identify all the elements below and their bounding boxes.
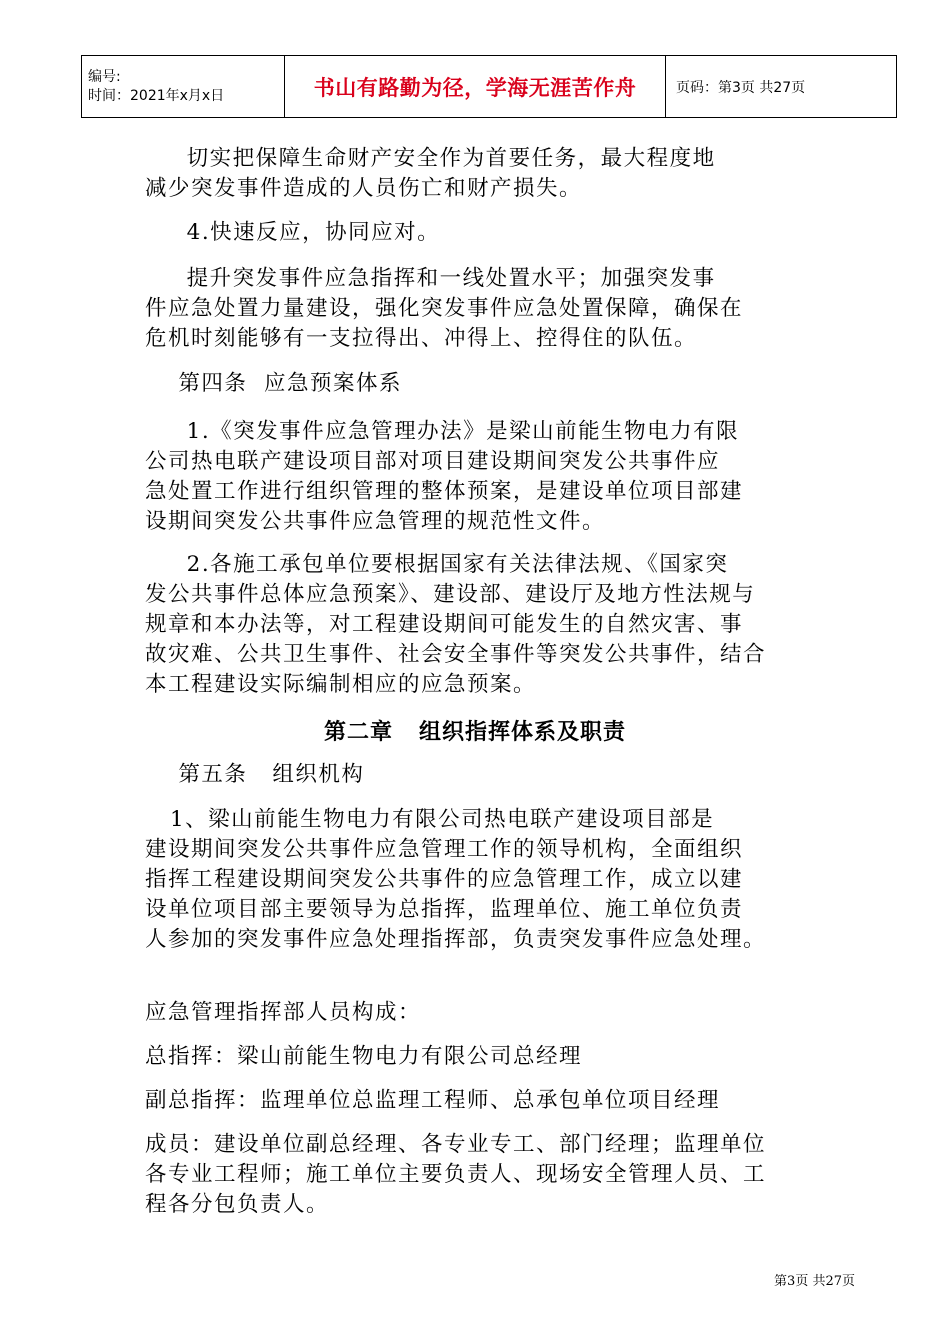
- time-label: 时间：2021年x月x日: [88, 87, 225, 104]
- paragraph-8: 1、梁山前能生物电力有限公司热电联产建设项目部是 建设期间突发公共事件应急管理工作的领导机构，全面组织 指挥工程建设期间突发公共事件的应急管理工作，成立以建 设单位项目部主要领导为总指挥，监理单位、施工单位负责 人参加的突发事件应急处理指挥部，负责突发事件应急处理。: [145, 807, 767, 952]
- article-5-heading: 第五条 组织机构: [145, 762, 365, 787]
- paragraph-1: 切实把保障生命财产安全作为首要任务，最大程度地 减少突发事件造成的人员伤亡和财产损失。: [145, 146, 716, 201]
- header-page-code: 页码：第3页 共27页: [666, 56, 897, 118]
- number-label: 编号:: [88, 68, 121, 85]
- document-header: [81, 55, 897, 118]
- paragraph-9: 应急管理指挥部人员构成：: [145, 1000, 422, 1025]
- header-meta: [82, 56, 285, 118]
- paragraph-12: 成员：建设单位副总经理、各专业专工、部门经理；监理单位 各专业工程师；施工单位主要负责人、现场安全管理人员、工 程各分包负责人。: [145, 1132, 767, 1217]
- paragraph-3: 提升突发事件应急指挥和一线处置水平；加强突发事 件应急处置力量建设，强化突发事件应急处置保障，确保在 危机时刻能够有一支拉得出、冲得上、控得住的队伍。: [145, 266, 744, 351]
- paragraph-10: 总指挥：梁山前能生物电力有限公司总经理: [145, 1044, 583, 1069]
- paragraph-6: 2.各施工承包单位要根据国家有关法律法规、《国家突 发公共事件总体应急预案》、建设部、建设厅及地方性法规与 规章和本办法等，对工程建设期间可能发生的自然灾害、事 故灾难、公共卫生事件、社会安全事件等突发公共事件，结合 本工程建设实际编制相应的应急预案。: [145, 552, 767, 697]
- paragraph-11: 副总指挥：监理单位总监理工程师、总承包单位项目经理: [145, 1088, 721, 1113]
- paragraph-5: 1.《突发事件应急管理办法》是梁山前能生物电力有限 公司热电联产建设项目部对项目建设期间突发公共事件应 急处置工作进行组织管理的整体预案，是建设单位项目部建 设期间突发公共事件应急管理的规范性文件。: [145, 419, 744, 534]
- paragraph-2: 4.快速反应，协同应对。: [145, 220, 441, 245]
- article-4-heading: 第四条 应急预案体系: [145, 371, 403, 396]
- page-footer: 第3页 共27页: [774, 1274, 855, 1289]
- chapter-2-heading: 第二章 组织指挥体系及职责: [324, 720, 626, 745]
- header-motto: 书山有路勤为径，学海无涯苦作舟: [285, 56, 666, 118]
